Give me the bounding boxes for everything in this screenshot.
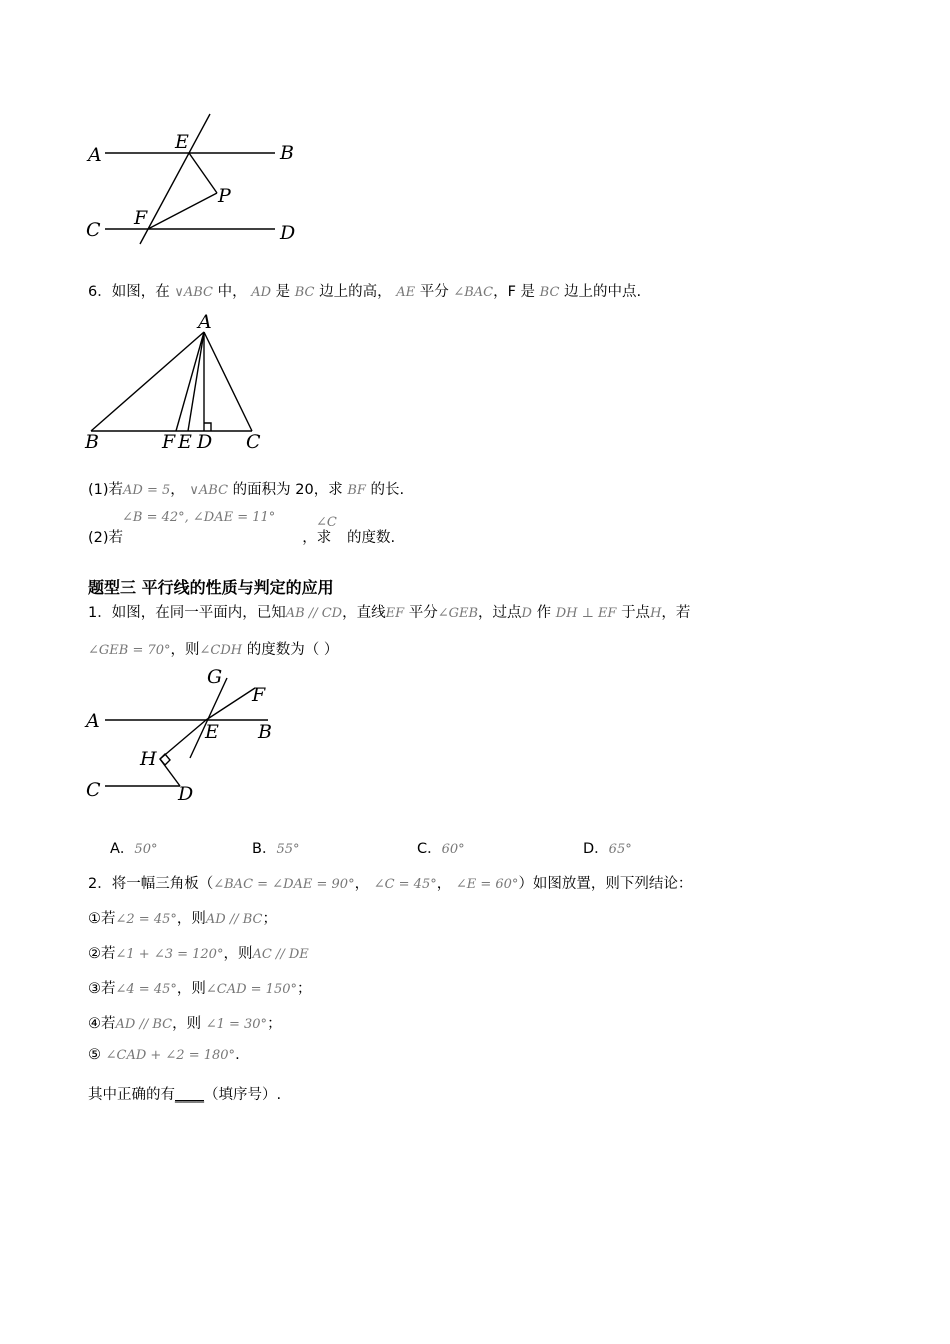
label-a: A bbox=[88, 144, 102, 166]
question-6: 6．如图，在 ∨ABC 中， AD 是 BC 边上的高， AE 平分 ∠BAC，F 是 BC 边上的中点. bbox=[88, 284, 642, 300]
side-ac bbox=[204, 332, 252, 431]
question-number: 6． bbox=[88, 284, 112, 300]
statement-2: ②若∠1 + ∠3 = 120°，则AC // DE bbox=[88, 946, 309, 962]
statement-1: ①若∠2 = 45°，则AD // BC； bbox=[88, 911, 277, 927]
section-heading: 题型三 平行线的性质与判定的应用 bbox=[88, 578, 334, 597]
label-p: P bbox=[218, 185, 231, 207]
question-6-part-2-condition: ∠B = 42°, ∠DAE = 11° bbox=[122, 510, 276, 525]
label-c: C bbox=[86, 779, 101, 801]
right-angle-mark bbox=[204, 423, 211, 431]
question-6-part-2-angle: ∠C bbox=[316, 515, 337, 530]
option-c[interactable]: C．60° bbox=[417, 841, 465, 857]
question-6-part-2: (2)若 ，求 bbox=[88, 530, 332, 546]
option-a[interactable]: A．50° bbox=[110, 841, 158, 857]
question-6-part-2-tail: 的度数. bbox=[347, 530, 396, 546]
label-f: F bbox=[134, 207, 148, 229]
question-1-line-2: ∠GEB = 70°，则∠CDH 的度数为（ ） bbox=[88, 642, 339, 658]
label-f: F bbox=[252, 684, 266, 706]
label-e: E bbox=[175, 131, 189, 153]
statement-5: ⑤ ∠CAD + ∠2 = 180°. bbox=[88, 1047, 240, 1063]
statement-3: ③若∠4 = 45°，则∠CAD = 150°； bbox=[88, 981, 312, 997]
question-2: 2．将一幅三角板（∠BAC = ∠DAE = 90°， ∠C = 45°， ∠E = 60°）如图放置，则下列结论： bbox=[88, 876, 693, 892]
ray-ef bbox=[206, 688, 255, 720]
statement-4: ④若AD // BC，则 ∠1 = 30°； bbox=[88, 1016, 282, 1032]
label-g: G bbox=[207, 666, 223, 688]
side-ab bbox=[91, 332, 204, 431]
label-c: C bbox=[246, 431, 261, 453]
label-d: D bbox=[178, 783, 194, 805]
figure-parallel-lines-gefh bbox=[80, 665, 290, 815]
figure-parallel-lines-efp bbox=[80, 108, 320, 248]
label-e: E bbox=[205, 721, 219, 743]
option-d[interactable]: D．65° bbox=[583, 841, 632, 857]
label-b: B bbox=[280, 142, 294, 164]
conclusion-line: 其中正确的有____（填序号）. bbox=[88, 1087, 282, 1103]
label-a: A bbox=[86, 710, 100, 732]
label-d: D bbox=[197, 431, 213, 453]
option-b[interactable]: B．55° bbox=[252, 841, 300, 857]
figure-triangle-abc bbox=[80, 308, 280, 458]
label-f: F bbox=[162, 431, 176, 453]
label-e: E bbox=[178, 431, 192, 453]
question-1-line-1: 1．如图，在同一平面内，已知AB // CD，直线EF 平分∠GEB，过点D 作 DH ⊥ EF 于点H，若 bbox=[88, 605, 691, 621]
label-b: B bbox=[85, 431, 99, 453]
label-b: B bbox=[258, 721, 272, 743]
label-a: A bbox=[198, 311, 212, 333]
segment-ep bbox=[189, 153, 217, 193]
label-d: D bbox=[280, 222, 296, 244]
label-c: C bbox=[86, 219, 101, 241]
label-h: H bbox=[140, 748, 157, 770]
question-6-part-1: (1)若AD = 5， ∨ABC 的面积为 20，求 BF 的长. bbox=[88, 482, 405, 498]
answer-blank[interactable]: ____ bbox=[175, 1087, 204, 1103]
